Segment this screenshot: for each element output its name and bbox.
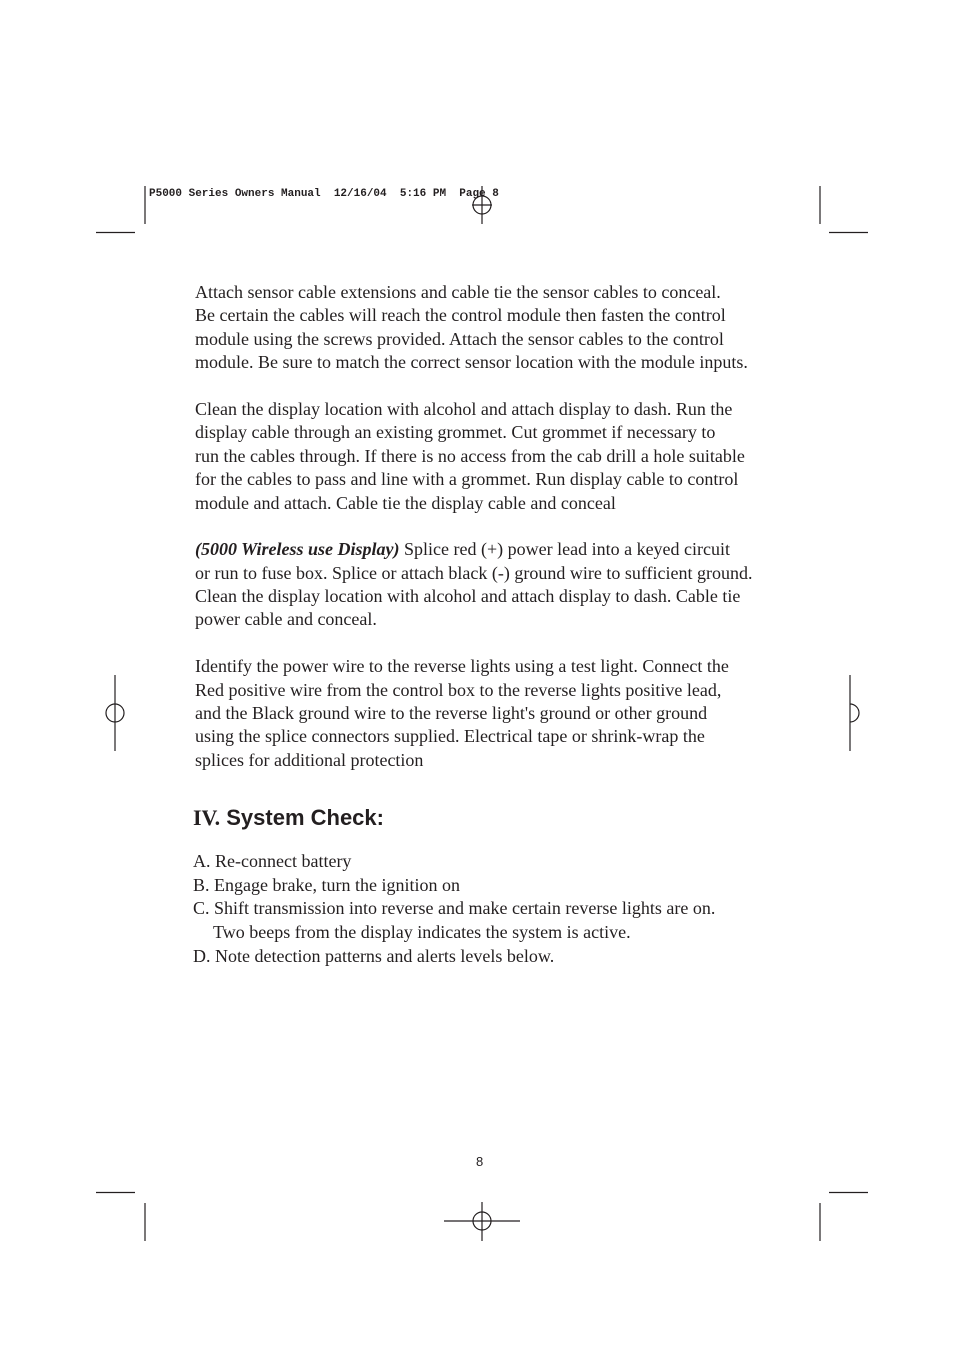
section-title: System Check: <box>220 805 384 831</box>
list-item: A. Re-connect battery <box>193 851 352 872</box>
page-body <box>195 281 785 968</box>
text-line: power cable and conceal. <box>195 609 377 630</box>
text-line: Clean the display location with alcohol and attach display to dash. Run the <box>195 398 733 419</box>
text-line: Clean the display location with alcohol and attach display to dash. Cable tie <box>195 586 741 607</box>
list-item: B. Engage brake, turn the ignition on <box>193 874 460 895</box>
print-slug: P5000 Series Owners Manual 12/16/04 5:16 PM Page 8 <box>149 188 499 200</box>
text-line: or run to fuse box. Splice or attach black (-) ground wire to sufficient ground. <box>195 562 753 583</box>
text-line: for the cables to pass and line with a grommet. Run display cable to control <box>195 469 739 490</box>
registration-mark-left <box>106 675 124 751</box>
system-check-list <box>193 850 785 968</box>
text-line: splices for additional protection <box>195 749 424 770</box>
registration-mark-bottom <box>444 1202 520 1241</box>
paragraph-wireless-display <box>195 538 785 632</box>
text-line: module. Be sure to match the correct sensor location with the module inputs. <box>195 352 748 373</box>
paragraph-sensor-cables <box>195 281 785 375</box>
list-item: C. Shift transmission into reverse and make certain reverse lights are on. <box>193 898 716 919</box>
paragraph-display-cable <box>195 398 785 515</box>
list-item: D. Note detection patterns and alerts levels below. <box>193 945 555 966</box>
text-line: run the cables through. If there is no access from the cab drill a hole suitable <box>195 445 745 466</box>
text-line: using the splice connectors supplied. Electrical tape or shrink-wrap the <box>195 726 705 747</box>
text-line: Attach sensor cable extensions and cable tie the sensor cables to conceal. <box>195 282 721 302</box>
paragraph-reverse-lights <box>195 655 785 772</box>
text-line: Identify the power wire to the reverse lights using a test light. Connect the <box>195 656 729 677</box>
text-line: module using the screws provided. Attach the sensor cables to the control <box>195 328 724 349</box>
text-fragment: Splice red (+) power lead into a keyed circuit <box>399 539 731 560</box>
text-line: Red positive wire from the control box to the reverse lights positive lead, <box>195 679 722 700</box>
section-numeral: IV. <box>193 805 221 831</box>
text-line: Be certain the cables will reach the control module then fasten the control <box>195 305 726 326</box>
section-heading-system-check <box>193 805 785 831</box>
text-line: display cable through an existing grommet. Cut grommet if necessary to <box>195 422 716 443</box>
registration-mark-top <box>472 186 492 224</box>
text-line <box>195 538 785 561</box>
registration-mark-right <box>850 675 859 751</box>
text-line: module and attach. Cable tie the display cable and conceal <box>195 492 616 513</box>
text-line: and the Black ground wire to the reverse light's ground or other ground <box>195 702 708 723</box>
wireless-display-lead: (5000 Wireless use Display) <box>195 539 400 560</box>
list-item-continuation: Two beeps from the display indicates the system is active. <box>213 921 631 942</box>
page-number: 8 <box>476 1154 484 1169</box>
